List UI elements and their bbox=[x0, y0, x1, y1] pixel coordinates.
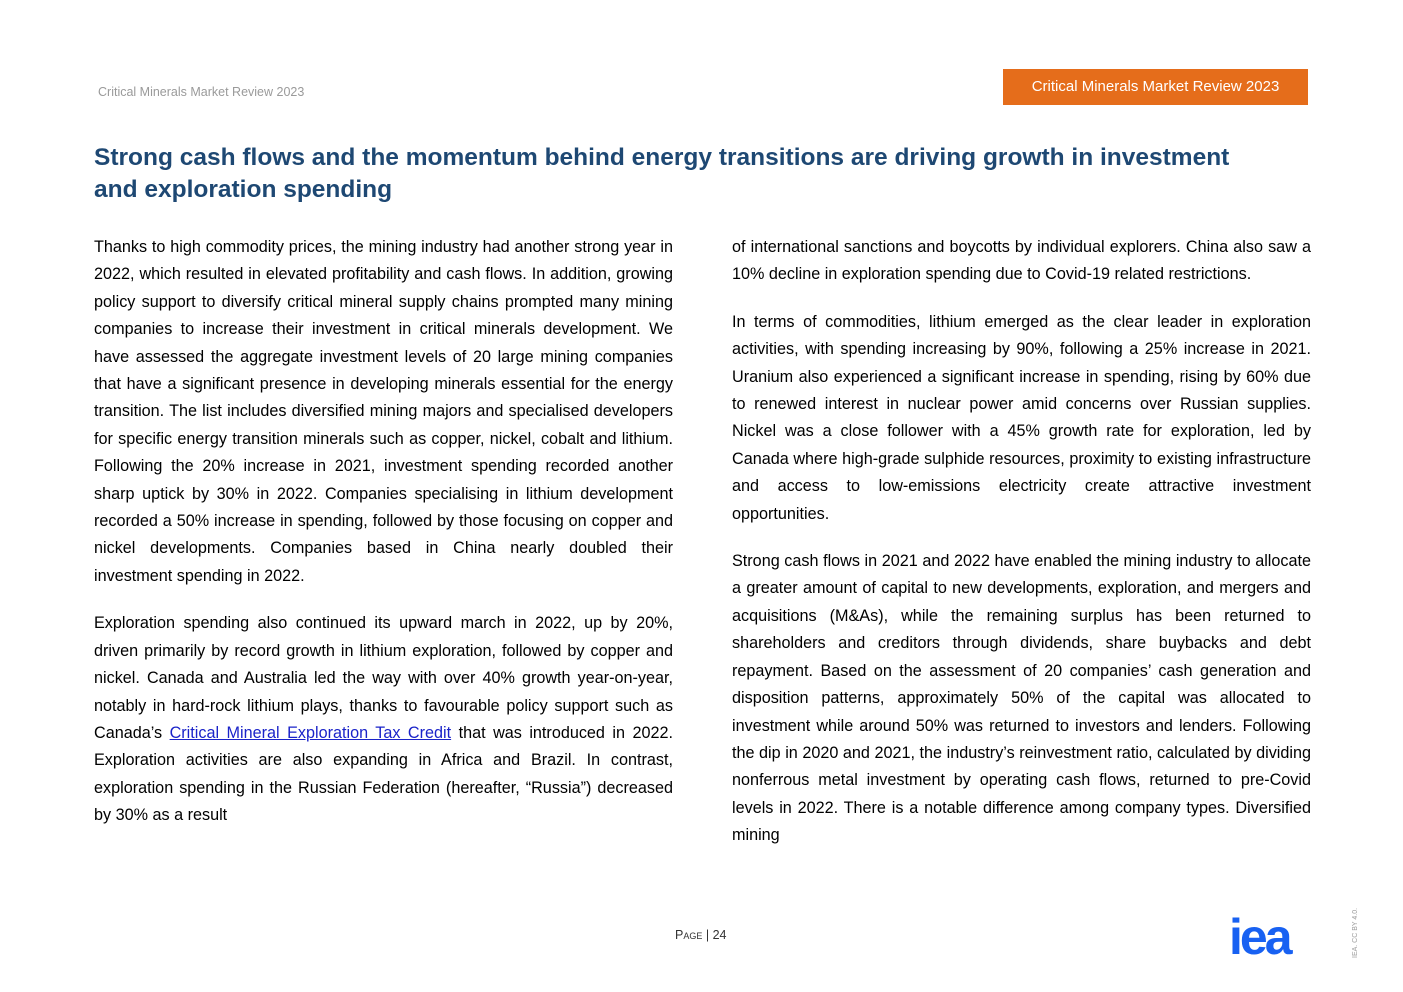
paragraph-investment: Thanks to high commodity prices, the mining industry had another strong year in 2022, which resulted in elevated profitability and cash flows. In addition, growing policy support to diversify critical mineral supply chains prompted many mining companies to increase their investment in critical minerals development. We have assessed the aggregate investment levels of 20 large mining companies that have a significant presence in developing minerals essential for the energy transition. The list includes diversified mining majors and specialised developers for specific energy transition minerals such as copper, nickel, cobalt and lithium. Following the 20% increase in 2021, investment spending recorded another sharp uptick by 30% in 2022. Companies specialising in lithium development recorded a 50% increase in spending, followed by those focusing on copper and nickel developments. Companies based in China nearly doubled their investment spending in 2022. bbox=[94, 238, 673, 585]
page-separator: | bbox=[705, 928, 710, 942]
tax-credit-link[interactable]: Critical Mineral Exploration Tax Credit bbox=[169, 723, 452, 742]
paragraph-exploration bbox=[94, 610, 673, 829]
paragraph-commodities: In terms of commodities, lithium emerged as the clear leader in exploration activities, with spending increasing by 90%, following a 25% increase in 2021. Uranium also experienced a significant increase in spending, rising by 60% due to renewed interest in nuclear power amid concerns over Russian supplies. Nickel was a close follower with a 45% growth rate for exploration, led by Canada where high-grade sulphide resources, proximity to existing infrastructure and access to low-emissions electricity create attractive investment opportunities. bbox=[732, 312, 1311, 523]
right-column bbox=[732, 234, 1311, 870]
page-number-value: 24 bbox=[712, 928, 727, 942]
left-column bbox=[94, 234, 673, 850]
paragraph-cash-flows: Strong cash flows in 2021 and 2022 have enabled the mining industry to allocate a greater amount of capital to new developments, exploration, and mergers and acquisitions (M&As), while the remaining surplus has been returned to shareholders and creditors through dividends, share buybacks and debt repayment. Based on the assessment of 20 companies’ cash generation and disposition patterns, approximately 50% of the capital was allocated to investment while around 50% was returned to investors and lenders. Following the dip in 2020 and 2021, the industry’s reinvestment ratio, calculated by dividing nonferrous metal investment by operating cash flows, returned to pre-Covid levels in 2022. There is a notable difference among company types. Diversified mining bbox=[732, 552, 1311, 845]
page-number bbox=[675, 928, 726, 942]
report-title-badge: Critical Minerals Market Review 2023 bbox=[1003, 69, 1308, 105]
page-label: Page bbox=[675, 928, 703, 942]
license-text: IEA. CC BY 4.0. bbox=[1352, 907, 1359, 958]
running-header: Critical Minerals Market Review 2023 bbox=[98, 85, 305, 99]
iea-logo-icon: iea bbox=[1229, 909, 1290, 965]
paragraph-continued: of international sanctions and boycotts by individual explorers. China also saw a 10% decline in exploration spending due to Covid-19 related restrictions. bbox=[732, 238, 1311, 284]
page-title: Strong cash flows and the momentum behind energy transitions are driving growth in investment and exploration spending bbox=[94, 144, 1230, 203]
paragraph-text: Exploration spending also continued its upward march in 2022, up by 20%, driven primarily by record growth in lithium exploration, followed by copper and nickel. Canada and Australia led the way with over 40% growth year-on-year, notably in hard-rock lithium plays, thanks to favourable policy support such as Canada’s bbox=[94, 614, 673, 742]
paragraph-text: that was introduced in 2022. Exploration activities are also expanding in Africa and Brazil. In contrast, exploration spending in the Russian Federation (hereafter, “Russia”) decreased by 30% as a result bbox=[94, 723, 673, 825]
